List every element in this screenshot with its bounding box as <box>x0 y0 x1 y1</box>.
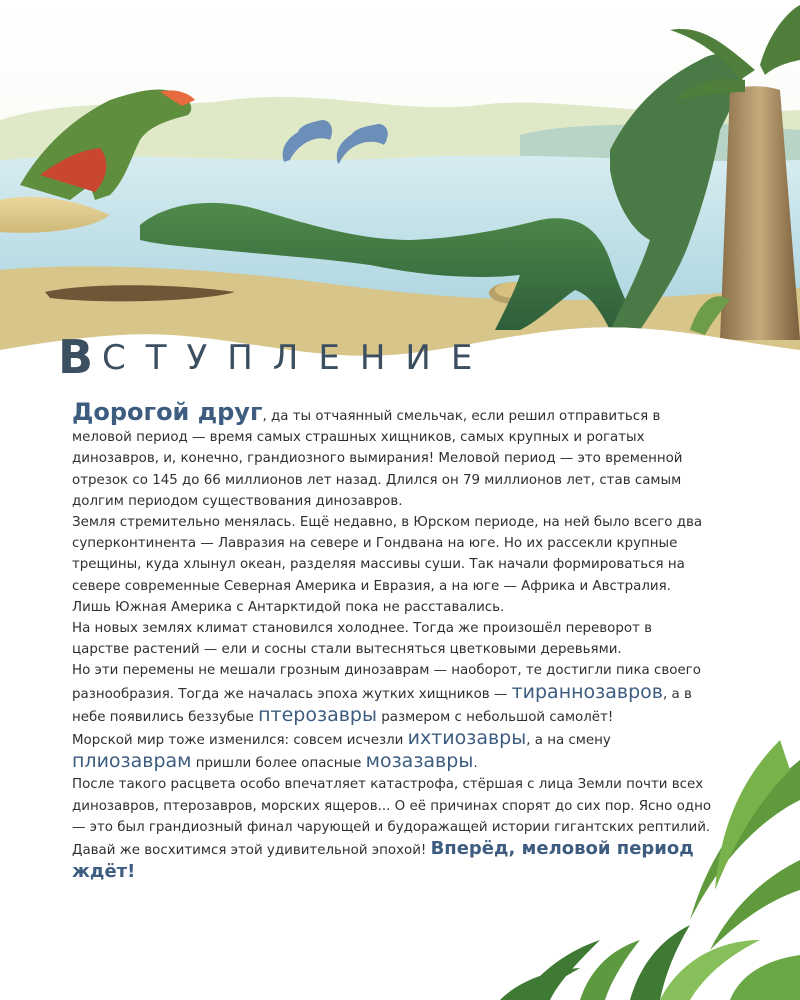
paragraph-1 <box>72 398 712 512</box>
paragraph-5-text-d: . <box>473 756 478 772</box>
paragraph-6-text: После такого расцвета особо впечатляет катастрофа, стёршая с лица Земли почти всех динозавров, птерозавров, морских ящеров... О её причинах спорят до сих пор. Ясно одно — это был грандиозный финал чарующей и будоражащей истории гигантских рептилий. Давай же восхитимся этой удивительной эпохой! <box>72 777 712 859</box>
closing-call-to-adventure: Вперёд, меловой период ждёт! <box>72 838 694 883</box>
paragraph-4-text-b: , а в небе появились беззубые <box>72 686 692 725</box>
term-tyrannosaurs: тираннозавров <box>511 680 663 703</box>
term-pliosaurs: плиозаврам <box>72 750 192 773</box>
heading-capital-letter: В <box>58 330 94 384</box>
fern-plants-illustration <box>480 740 800 1000</box>
paragraph-3: На новых землях климат становился холоднее. Тогда же произошёл переворот в царстве растений — ели и сосны стали вытесняться цветковыми деревьями. <box>72 621 653 658</box>
paragraph-5-text-b: , а на смену <box>526 733 611 749</box>
paragraph-4-text-a: Но эти перемены не мешали грозным динозаврам — наоборот, те достигли пика своего разнообразия. Тогда же началась эпоха жутких хищников — <box>72 663 701 702</box>
paragraph-4-text-c: размером с небольшой самолёт! <box>376 709 614 725</box>
term-mosasaurs: мозазавры <box>365 750 474 773</box>
paragraph-5-text-c: пришли более опасные <box>191 756 366 772</box>
term-ichthyosaurs: ихтиозавры <box>407 727 527 750</box>
term-pterosaurs: птерозавры <box>258 703 377 726</box>
paragraph-5-text-a: Морской мир тоже изменился: совсем исчезли <box>72 733 408 749</box>
heading-title-rest: СТУПЛЕНИЕ <box>102 338 493 378</box>
greeting-dropcap: Дорогой друг <box>72 398 263 426</box>
paragraph-4 <box>72 660 712 728</box>
paragraph-2: Земля стремительно менялась. Ещё недавно, в Юрском периоде, на ней было всего два суперконтинента — Лавразия на севере и Гондвана на юге. Но их рассекли крупные трещины, куда хлынул океан, разделяя массивы суши. Так начали формироваться на севере современные Северная Америка и Евразия, а на юге — Африка и Австралия. Лишь Южная Америка с Антарктидой пока не расставались. <box>72 515 703 615</box>
paragraph-1-text: , да ты отчаянный смельчак, если решил отправиться в меловой период — время самых страшных хищников, самых крупных и рогатых динозавров, и, конечно, грандиозного вымирания! Меловой период — это временной отрезок со 145 до 66 миллионов лет назад. Длился он 79 миллионов лет, став самым долгим периодом существования динозавров. <box>72 409 683 509</box>
section-heading <box>58 330 558 390</box>
